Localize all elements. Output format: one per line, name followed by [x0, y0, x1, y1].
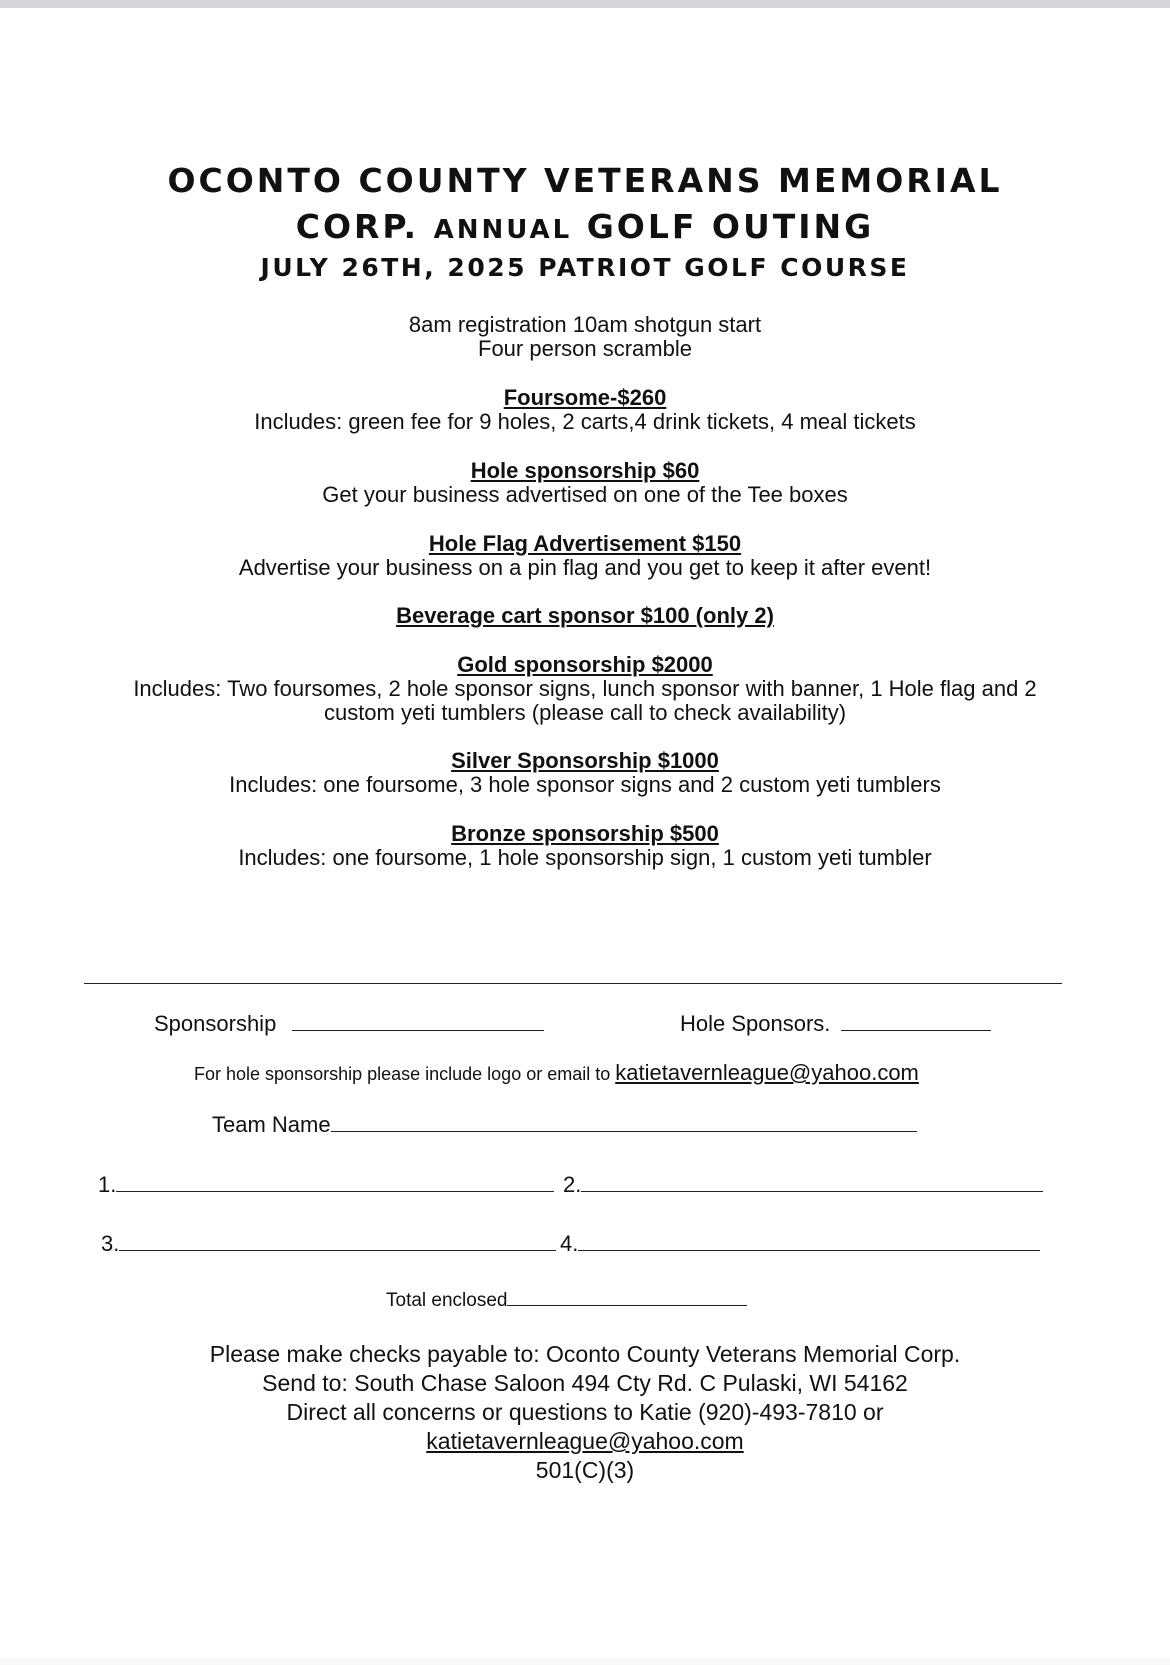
offer-bronze-heading: Bronze sponsorship $500: [451, 821, 719, 846]
offer-hole-flag-heading: Hole Flag Advertisement $150: [428, 531, 742, 556]
title-line-1: OCONTO COUNTY VETERANS MEMORIAL: [167, 161, 1003, 200]
window-top-bar: [0, 0, 1170, 8]
logo-note-text: For hole sponsorship please include logo or email to: [194, 1064, 616, 1084]
offer-foursome-heading: Foursome-$260: [503, 385, 667, 410]
title-line-2-part-a: CORP.: [295, 207, 434, 246]
title-date-venue: JULY 26TH, 2025 PATRIOT GOLF COURSE: [260, 253, 910, 282]
player-4-blank[interactable]: [578, 1230, 1040, 1251]
offer-bronze-desc: Includes: one foursome, 1 hole sponsorship sign, 1 custom yeti tumbler: [238, 845, 932, 870]
player-2-label: 2.: [563, 1172, 582, 1197]
title-line-2: [0, 207, 1170, 246]
player-3-label: 3.: [101, 1231, 120, 1256]
total-enclosed-field[interactable]: [386, 1285, 747, 1314]
player-1-blank[interactable]: [116, 1171, 554, 1192]
offer-gold-desc: Includes: Two foursomes, 2 hole sponsor signs, lunch sponsor with banner, 1 Hole flag and 2: [133, 676, 1037, 701]
hole-sponsors-field[interactable]: [680, 1010, 991, 1037]
sponsorship-field[interactable]: [154, 1010, 544, 1037]
intro-format: Four person scramble: [478, 336, 692, 361]
footer-tax-status: 501(C)(3): [535, 1457, 635, 1483]
team-name-blank[interactable]: [331, 1111, 917, 1132]
offer-silver-heading: Silver Sponsorship $1000: [451, 748, 719, 773]
offer-hole-sponsorship-desc: Get your business advertised on one of the Tee boxes: [322, 482, 848, 507]
total-enclosed-blank[interactable]: [507, 1285, 747, 1306]
logo-email-link[interactable]: katietavernleague@yahoo.com: [615, 1060, 919, 1085]
hole-sponsors-label: Hole Sponsors.: [680, 1011, 831, 1036]
team-name-field[interactable]: [212, 1111, 917, 1138]
total-enclosed-label: Total enclosed: [386, 1290, 508, 1311]
offer-silver-desc: Includes: one foursome, 3 hole sponsor signs and 2 custom yeti tumblers: [229, 772, 941, 797]
offer-gold-heading: Gold sponsorship $2000: [457, 652, 713, 677]
player-4-field[interactable]: [560, 1230, 1040, 1257]
footer-contact: Direct all concerns or questions to Katie (920)-493-7810 or: [286, 1399, 884, 1425]
sponsorship-blank[interactable]: [292, 1010, 544, 1031]
title-line-2-part-c: GOLF OUTING: [572, 207, 875, 246]
team-name-label: Team Name: [212, 1112, 331, 1137]
hole-sponsors-blank[interactable]: [841, 1010, 991, 1031]
player-1-label: 1.: [98, 1172, 117, 1197]
offer-foursome-desc: Includes: green fee for 9 holes, 2 carts,4 drink tickets, 4 meal tickets: [254, 409, 916, 434]
footer-email-link[interactable]: katietavernleague@yahoo.com: [426, 1428, 744, 1454]
logo-note: [194, 1060, 919, 1087]
player-1-field[interactable]: [98, 1171, 554, 1198]
player-3-field[interactable]: [101, 1230, 556, 1257]
offer-gold-desc-2: custom yeti tumblers (please call to check availability): [323, 700, 847, 725]
section-divider: [84, 983, 1062, 984]
flyer-page: [0, 8, 1170, 1658]
player-4-label: 4.: [560, 1231, 579, 1256]
offer-hole-flag-desc: Advertise your business on a pin flag and you get to keep it after event!: [238, 555, 932, 580]
player-3-blank[interactable]: [119, 1230, 556, 1251]
footer-email-row: [0, 1428, 1170, 1454]
footer-payable: Please make checks payable to: Oconto County Veterans Memorial Corp.: [209, 1341, 961, 1367]
footer-address: Send to: South Chase Saloon 494 Cty Rd. C Pulaski, WI 54162: [262, 1370, 908, 1396]
player-2-blank[interactable]: [581, 1171, 1043, 1192]
offer-beverage-cart-heading: Beverage cart sponsor $100 (only 2): [396, 603, 774, 628]
intro-registration: 8am registration 10am shotgun start: [408, 312, 762, 337]
player-2-field[interactable]: [563, 1171, 1043, 1198]
offer-hole-sponsorship-heading: Hole sponsorship $60: [470, 458, 700, 483]
title-line-2-part-b: ANNUAL: [433, 215, 573, 245]
sponsorship-label: Sponsorship: [154, 1011, 277, 1036]
